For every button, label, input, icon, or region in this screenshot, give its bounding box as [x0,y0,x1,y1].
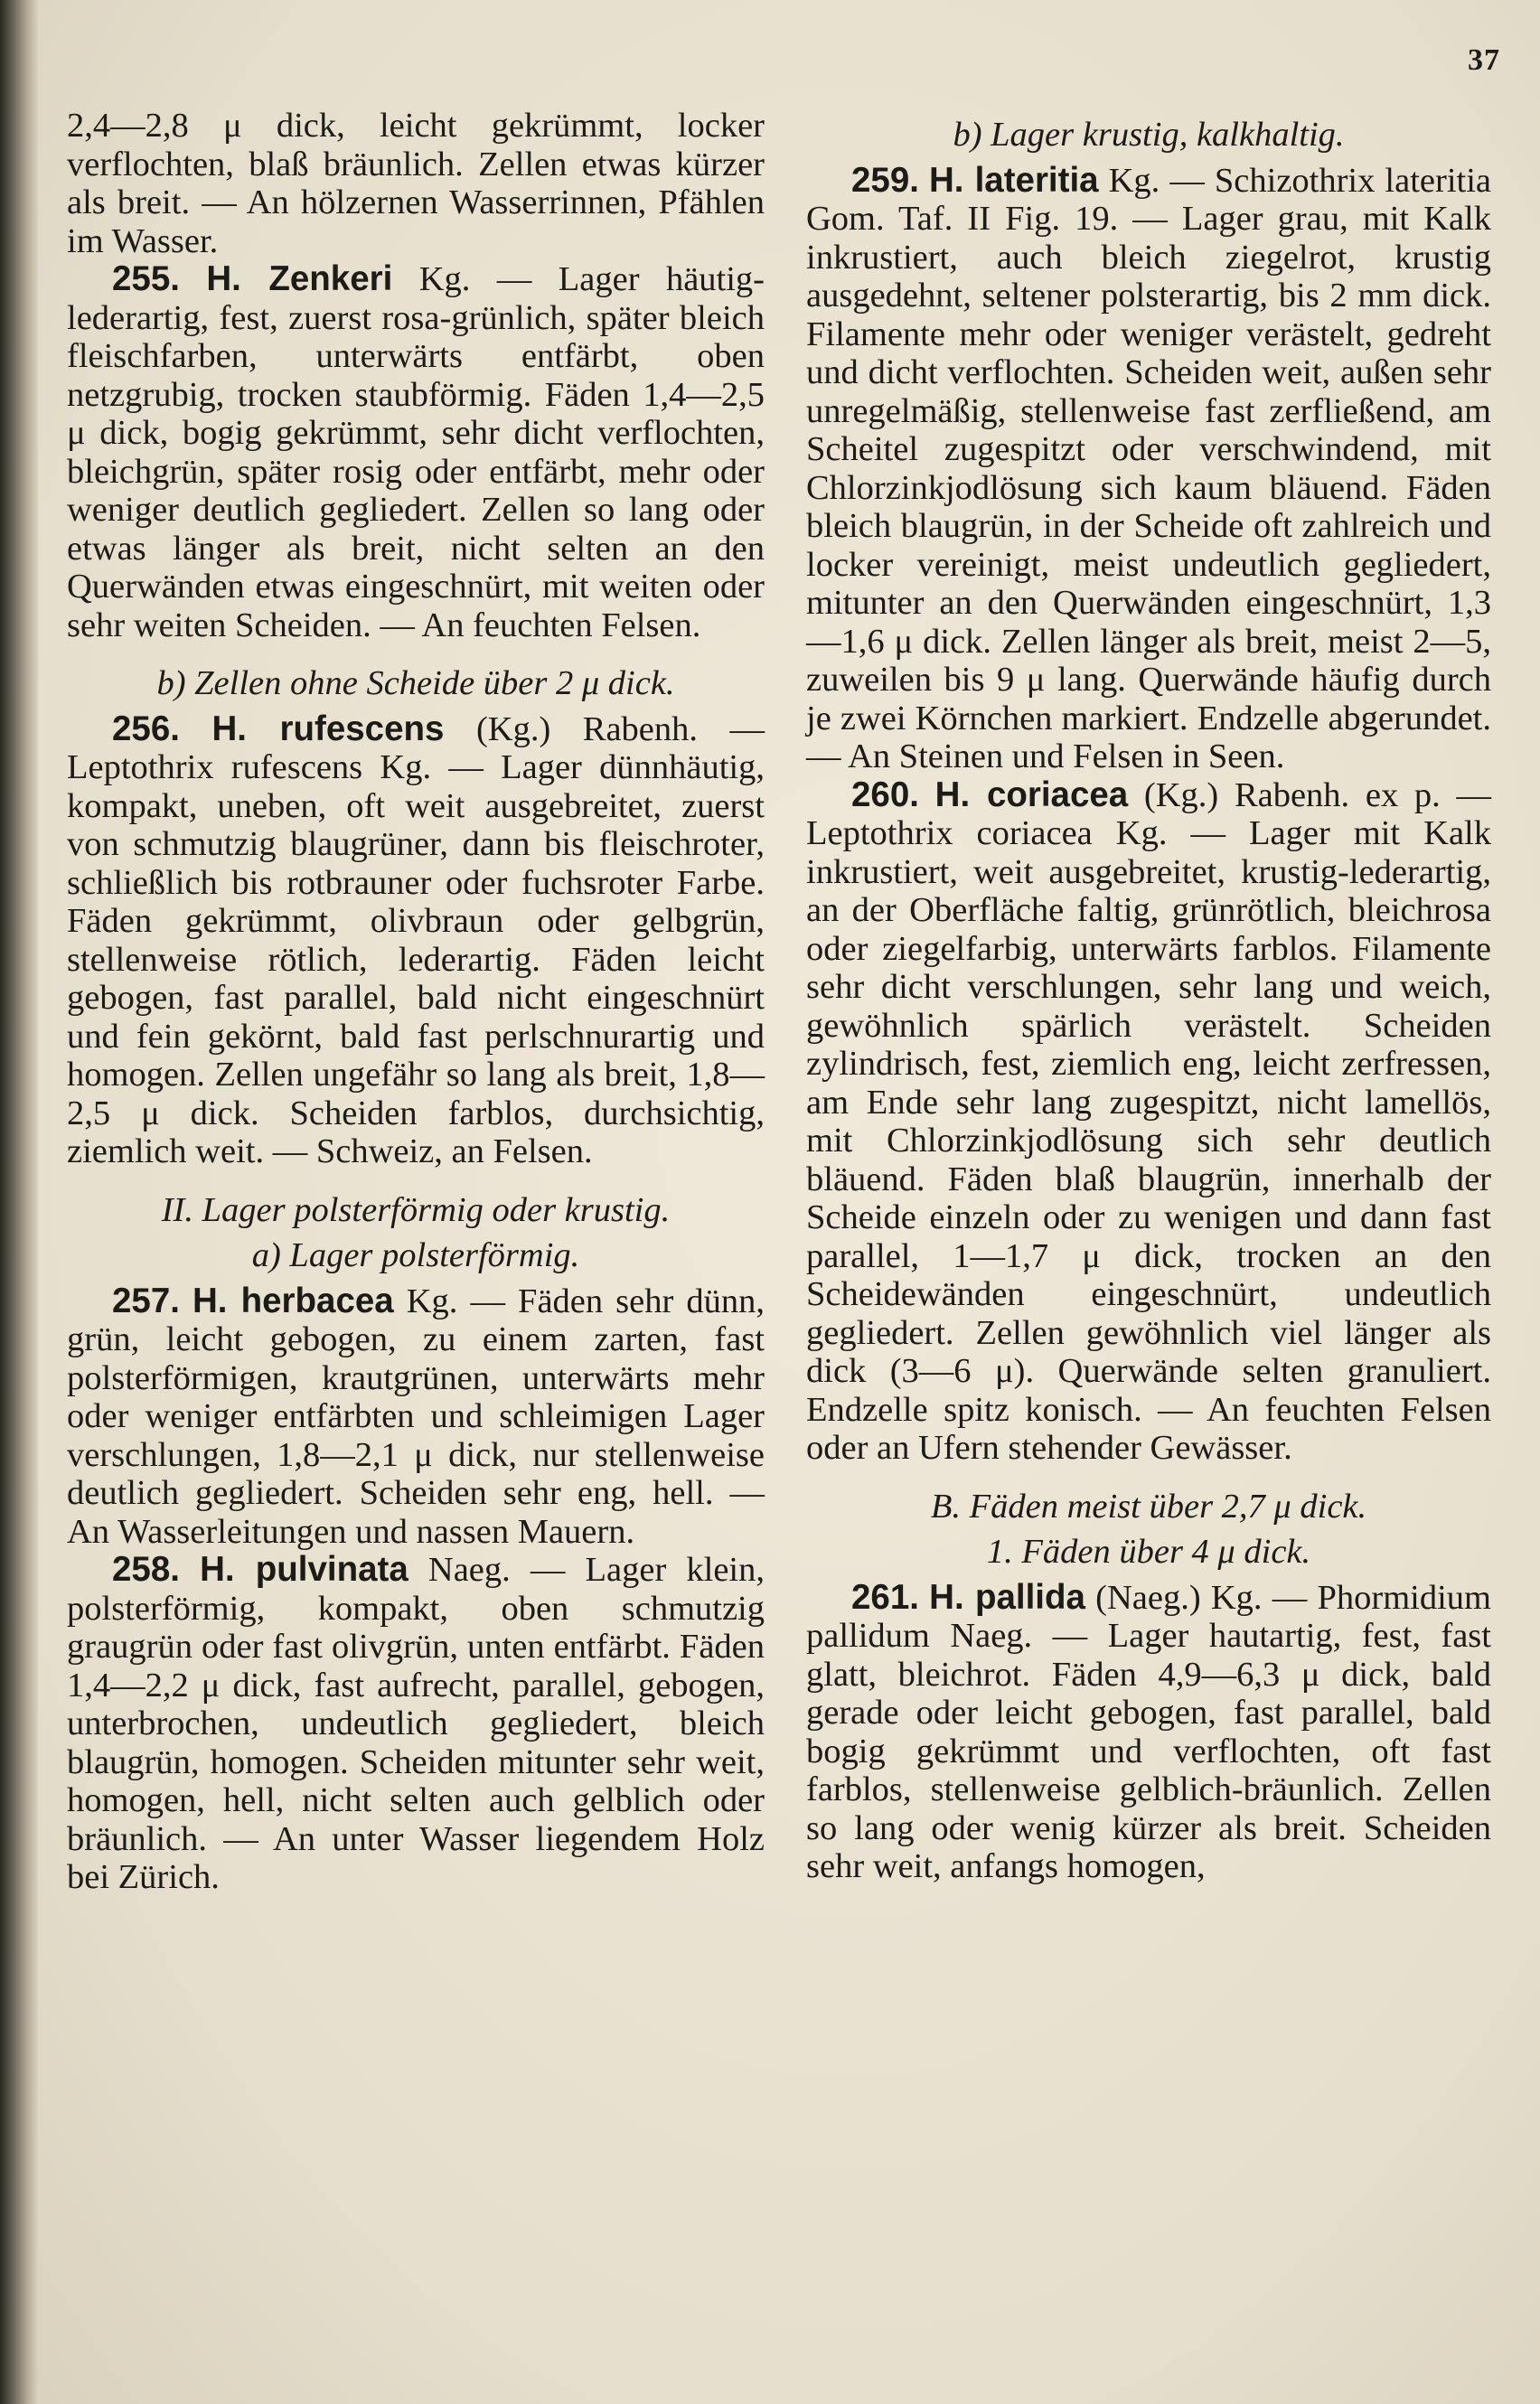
species-name: H. coriacea [934,775,1129,814]
entry-text: (Kg.) Rabenh. ex p. — Leptothrix coriacea Kg. — Lager mit Kalk inkrustiert, weit ausgebreitet, krustig-lederartig, an der Oberfläche faltig, grünrötlich, bleichrosa oder ziegelfarbig, unterwärts farblos. Filamente sehr dicht verschlungen, sehr lang und weich, gewöhnlich spärlich verästelt. Scheiden zylindrisch, fest, ziemlich eng, leicht zerfressen, am Ende sehr lang zugespitzt, nicht lamellös, mit Chlorzinkjodlösung sich sehr deutlich bläuend. Fäden blaß blaugrün, innerhalb der Scheide einzeln oder zu wenigen und dann fast parallel, 1—1,7 μ dick, trocken an den Scheidewänden eingeschnürt, undeutlich gegliedert. Zellen gewöhnlich viel länger als dick (3—6 μ). Querwände selten granuliert. Endzelle spitz konisch. — An feuchten Felsen oder an Ufern stehender Gewässer. [806,775,1492,1467]
entry-number: 261. [851,1577,919,1617]
entry-number: 256. [112,709,180,748]
species-entry-259 [806,162,1491,776]
species-entry-255 [67,260,765,644]
entry-text: Kg. — Lager häutig-lederartig, fest, zuerst rosa-grünlich, später bleich fleischfarben, unterwärts entfärbt, oben netzgrubig, trocken staubförmig. Fäden 1,4—2,5 μ dick, bogig gekrümmt, sehr dicht verflochten, bleichgrün, später rosig oder entfärbt, mehr oder weniger deutlich gegliedert. Zellen so lang oder etwas länger als breit, nicht selten an den Querwänden etwas eingeschnürt, mit weiten oder sehr weiten Scheiden. — An feuchten Felsen. [67,260,765,644]
species-name: H. herbacea [192,1281,394,1320]
entry-text: Kg. — Schizothrix lateritia Gom. Taf. II Fig. 19. — Lager grau, mit Kalk inkrustiert, auch bleich ziegelrot, krustig ausgedehnt, seltener polsterartig, bis 2 mm dick. Filamente mehr oder weniger verästelt, gedreht und dicht verflochten. Scheiden weit, außen sehr unregelmäßig, stellenweise fast zerfließend, am Scheitel zugespitzt oder verschwindend, mit Chlorzinkjodlösung sich kaum bläuend. Fäden bleich blaugrün, in der Scheide oft zahlreich und locker vereinigt, meist undeutlich gegliedert, mitunter an den Querwänden eingeschnürt, 1,3—1,6 μ dick. Zellen länger als breit, meist 2—5, zuweilen bis 9 μ lang. Querwände häufig durch je zwei Körnchen markiert. Endzelle abgerundet. — An Steinen und Felsen in Seen. [806,161,1491,775]
species-entry-258 [67,1551,765,1897]
book-binding-edge [0,0,38,2404]
entry-number: 258. [112,1550,180,1589]
species-entry-261 [806,1579,1491,1886]
continued-paragraph: 2,4—2,8 μ dick, leicht gekrümmt, locker verflochten, blaß bräunlich. Zellen etwas kürzer als breit. — An hölzernen Wasserrinnen, Pfählen im Wasser. [67,107,765,260]
entry-number: 260. [851,775,919,814]
page-number: 37 [1468,43,1500,77]
entry-text: Kg. — Fäden sehr dünn, grün, leicht gebogen, zu einem zarten, fast polsterförmigen, krautgrünen, unterwärts mehr oder weniger entfärbten und schleimigen Lager verschlungen, 1,8—2,1 μ dick, nur stellenweise deutlich gegliedert. Scheiden sehr eng, hell. — An Wasserleitungen und nassen Mauern. [67,1282,765,1551]
species-name: H. rufescens [211,709,445,748]
entry-text: (Kg.) Rabenh. — Leptothrix rufescens Kg. — Lager dünnhäutig, kompakt, uneben, oft weit ausgebreitet, zuerst von schmutzig blaugrüner, dann bis fleischroter, schließlich bis rotbrauner oder fuchsroter Farbe. Fäden gekrümmt, olivbraun oder gelbgrün, stellenweise rötlich, lederartig. Fäden leicht gebogen, fast parallel, bald nicht eingeschnürt und fein gekörnt, bald fast perlschnurartig und homogen. Zellen ungefähr so lang als breit, 1,8—2,5 μ dick. Scheiden farblos, durchsichtig, ziemlich weit. — Schweiz, an Felsen. [67,709,765,1170]
entry-text: Naeg. — Lager klein, polsterförmig, kompakt, oben schmutzig graugrün oder fast olivgrün, unten entfärbt. Fäden 1,4—2,2 μ dick, fast aufrecht, parallel, gebogen, unterbrochen, undeutlich gegliedert, bleich blaugrün, homogen. Scheiden mitunter sehr weit, homogen, hell, nicht selten auch gelblich oder bräunlich. — An unter Wasser liegendem Holz bei Zürich. [67,1551,765,1896]
section-heading-1: 1. Fäden über 4 μ dick. [986,1533,1311,1571]
right-column [806,116,1491,1886]
species-entry-257 [67,1282,765,1552]
entry-number: 259. [851,160,919,200]
species-name: H. pallida [929,1577,1085,1617]
left-column [67,107,765,1897]
species-name: H. pulvinata [200,1550,408,1589]
section-heading-b-krustig: b) Lager krustig, kalkhaltig. [953,116,1345,154]
entry-number: 255. [112,259,180,298]
section-heading-a: a) Lager polsterförmig. [251,1236,580,1274]
section-heading-B: B. Fäden meist über 2,7 μ dick. [930,1487,1367,1526]
species-name: H. Zenkeri [206,259,393,298]
section-heading-II: II. Lager polsterförmig oder krustig. [161,1190,671,1229]
species-entry-256 [67,710,765,1171]
species-name: H. lateritia [928,160,1099,200]
section-heading-b: b) Zellen ohne Scheide über 2 μ dick. [156,664,675,702]
entry-text: (Naeg.) Kg. — Phormidium pallidum Naeg. — Lager hautartig, fest, fast glatt, bleichrot. Fäden 4,9—6,3 μ dick, bald gerade oder leicht gebogen, fast parallel, bald bogig gekrümmt und verflochten, oft fast farblos, stellenweise gelblich-bräunlich. Zellen so lang oder wenig kürzer als breit. Scheiden sehr weit, anfangs homogen, [806,1578,1492,1885]
entry-number: 257. [112,1281,180,1320]
species-entry-260 [806,776,1491,1468]
